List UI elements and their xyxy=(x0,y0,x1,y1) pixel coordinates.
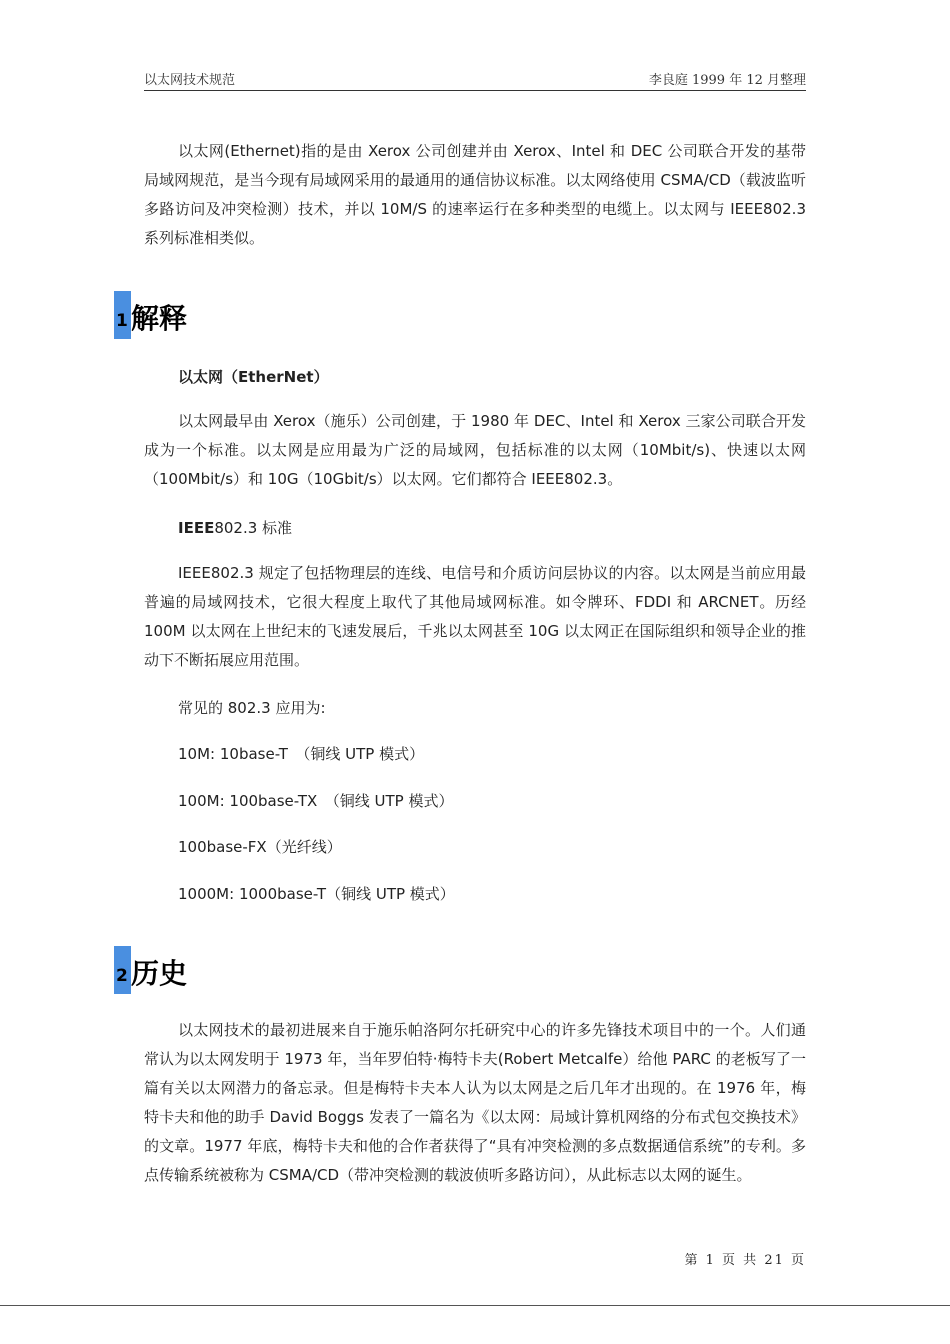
footer-divider xyxy=(0,1305,950,1306)
subheading-ethernet: 以太网（EtherNet） xyxy=(178,368,329,386)
list-item: 100M: 100base-TX （铜线 UTP 模式） xyxy=(178,792,454,810)
list-item: 1000M: 1000base-T（铜线 UTP 模式） xyxy=(178,885,455,903)
subheading-ieee8023 xyxy=(178,517,292,538)
list-item: 100base-FX（光纤线） xyxy=(178,838,342,856)
intro-paragraph: 以太网(Ethernet)指的是由 Xerox 公司创建并由 Xerox、Intel 和 DEC 公司联合开发的基带局域网规范，是当今现有局域网采用的最通用的通信协议标准。以太网络使用 CSMA/CD（载波监听多路访问及冲突检测）技术，并以 10M/S 的速率运行在多种类型的电缆上。以太网与 IEEE802.3 系列标准相类似。 xyxy=(144,142,806,247)
list-item: 10M: 10base-T （铜线 UTP 模式） xyxy=(178,745,425,763)
section-number: 2 xyxy=(116,966,128,986)
section-number: 1 xyxy=(116,311,128,331)
paragraph-ieee8023: IEEE802.3 规定了包括物理层的连线、电信号和介质访问层协议的内容。以太网是当前应用最普遍的局域网技术，它很大程度上取代了其他局域网标准。如令牌环、FDDI 和 ARCNET。历经 100M 以太网在上世纪末的飞速发展后，千兆以太网甚至 10G 以太网正在国际组织和领导企业的推动下不断拓展应用范围。 xyxy=(144,564,806,669)
section-title: 历史 xyxy=(131,957,188,990)
common-applications-label: 常见的 802.3 应用为: xyxy=(178,699,326,717)
header-doc-title: 以太网技术规范 xyxy=(144,73,236,88)
subheading-ieee-rest: 802.3 标准 xyxy=(214,519,293,537)
section-title: 解释 xyxy=(131,302,188,335)
page-header xyxy=(144,66,806,91)
paragraph-ethernet: 以太网最早由 Xerox（施乐）公司创建，于 1980 年 DEC、Intel 和 Xerox 三家公司联合开发成为一个标准。以太网是应用最为广泛的局域网，包括标准的以太网（10Mbit/s)、快速以太网（100Mbit/s）和 10G（10Gbit/s）以太网。它们都符合 IEEE802.3。 xyxy=(144,412,806,488)
subheading-ieee-bold: IEEE xyxy=(178,519,215,537)
paragraph-history: 以太网技术的最初进展来自于施乐帕洛阿尔托研究中心的许多先锋技术项目中的一个。人们通常认为以太网发明于 1973 年，当年罗伯特·梅特卡夫(Robert Metcalfe）给他 PARC 的老板写了一篇有关以太网潜力的备忘录。但是梅特卡夫本人认为以太网是之后几年才出现的。在 1976 年，梅特卡夫和他的助手 David Boggs 发表了一篇名为《以太网：局域计算机网络的分布式包交换技术》的文章。1977 年底，梅特卡夫和他的合作者获得了“具有冲突检测的多点数据通信系统”的专利。多点传输系统被称为 CSMA/CD（带冲突检测的载波侦听多路访问），从此标志以太网的诞生。 xyxy=(144,1021,806,1184)
page-number: 第 1 页 共 21 页 xyxy=(684,1253,806,1268)
header-author-date: 李良庭 1999 年 12 月整理 xyxy=(648,73,806,88)
